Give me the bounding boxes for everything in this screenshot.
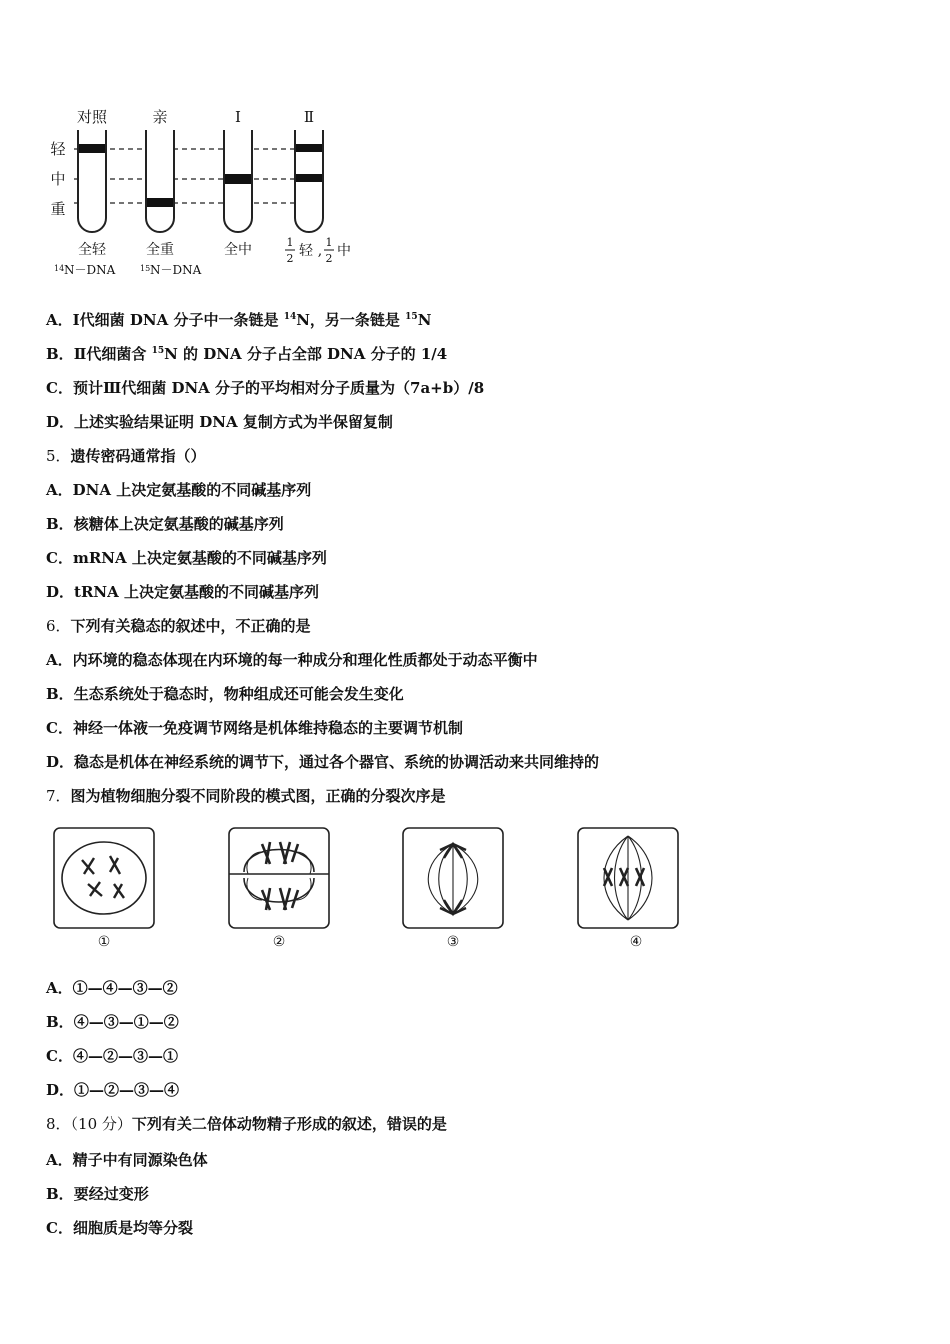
q6-option-b: B．生态系统处于稳态时，物种组成还可能会发生变化 — [46, 685, 404, 703]
svg-text:N－DNA: N－DNA — [150, 263, 202, 277]
q7-option-d: D．①—②—③—④ — [46, 1081, 180, 1099]
tube-parent — [146, 130, 174, 232]
svg-text:N－DNA: N－DNA — [64, 263, 116, 277]
q6-option-c: C．神经一体液一免疫调节网络是机体维持稳态的主要调节机制 — [46, 719, 463, 737]
svg-text:14: 14 — [54, 264, 65, 273]
svg-text:,: , — [317, 243, 323, 259]
cell-4-metaphase — [578, 828, 678, 928]
q6-option-a: A．内环境的稳态体现在内环境的每一种成分和理化性质都处于动态平衡中 — [46, 651, 538, 669]
q7-stem: 7．图为植物细胞分裂不同阶段的模式图，正确的分裂次序是 — [46, 787, 446, 805]
dna-label-15n — [140, 263, 202, 277]
q5-option-b: B．核糖体上决定氨基酸的碱基序列 — [46, 515, 284, 533]
tube-header-parent: 亲 — [152, 108, 168, 126]
svg-text:1: 1 — [325, 236, 333, 249]
cell-label-3: ③ — [446, 934, 460, 950]
q4-option-d: D．上述实验结果证明 DNA 复制方式为半保留复制 — [46, 413, 393, 431]
q5-option-d: D．tRNA 上决定氨基酸的不同碱基序列 — [46, 583, 319, 601]
cell-label-1: ① — [97, 934, 111, 950]
bottom-label-all-light: 全轻 — [78, 242, 106, 258]
cell-2-telophase — [229, 828, 329, 928]
q6-stem: 6．下列有关稳态的叙述中，不正确的是 — [46, 617, 311, 635]
band-gen2-medium — [296, 174, 322, 182]
q8-stem: 8．（10 分）下列有关二倍体动物精子形成的叙述，错误的是 — [46, 1115, 447, 1133]
svg-text:2: 2 — [325, 252, 333, 265]
row-label-medium: 中 — [50, 170, 66, 188]
q8-option-b: B．要经过变形 — [46, 1185, 149, 1203]
svg-text:中: 中 — [337, 243, 351, 259]
band-gen2-light — [296, 144, 322, 152]
q4-option-b: B．Ⅱ代细菌含 $^{15}$N 的 DNA 分子占全部 DNA 分子的 1/4 — [46, 345, 448, 363]
q6-option-d: D．稳态是机体在神经系统的调节下，通过各个器官、系统的协调活动来共同维持的 — [46, 753, 600, 771]
q5-stem: 5．遗传密码通常指（） — [46, 447, 206, 465]
q4-option-a: A．Ⅰ代细菌 DNA 分子中一条链是 $^{14}$N，另一条链是 $^{15}$N — [46, 311, 432, 329]
q4-option-c: C．预计Ⅲ代细菌 DNA 分子的平均相对分子质量为（7a+b）/8 — [46, 379, 485, 397]
row-label-light: 轻 — [50, 140, 66, 158]
q7-option-c: C．④—②—③—① — [46, 1047, 178, 1065]
q7-option-a: A．①—④—③—② — [46, 979, 178, 997]
q7-option-b: B．④—③—①—② — [46, 1013, 179, 1031]
q5-option-c: C．mRNA 上决定氨基酸的不同碱基序列 — [46, 549, 327, 567]
svg-text:轻: 轻 — [299, 243, 313, 259]
cell-label-4: ④ — [629, 934, 643, 950]
dna-label-14n — [54, 263, 116, 277]
row-label-heavy: 重 — [50, 200, 66, 218]
tube-header-gen1: Ⅰ — [235, 108, 241, 126]
q8-option-a: A．精子中有同源染色体 — [46, 1151, 208, 1169]
cell-division-figure — [48, 822, 688, 952]
cell-3-anaphase — [403, 828, 503, 928]
tube-header-control: 对照 — [76, 108, 108, 126]
bottom-label-all-medium: 全中 — [224, 242, 252, 258]
dna-centrifuge-figure — [44, 102, 364, 282]
q8-option-c: C．细胞质是均等分裂 — [46, 1219, 193, 1237]
band-control-light — [79, 144, 105, 153]
bottom-label-half-half — [285, 236, 351, 265]
band-parent-heavy — [147, 198, 173, 207]
svg-text:2: 2 — [286, 252, 294, 265]
cell-label-2: ② — [272, 934, 286, 950]
svg-text:1: 1 — [286, 236, 294, 249]
bottom-label-all-heavy: 全重 — [146, 242, 174, 258]
svg-text:15: 15 — [140, 264, 151, 273]
band-gen1-medium — [225, 174, 251, 184]
cell-1-prophase — [54, 828, 154, 928]
q5-option-a: A．DNA 上决定氨基酸的不同碱基序列 — [46, 481, 312, 499]
tube-header-gen2: Ⅱ — [303, 108, 315, 126]
